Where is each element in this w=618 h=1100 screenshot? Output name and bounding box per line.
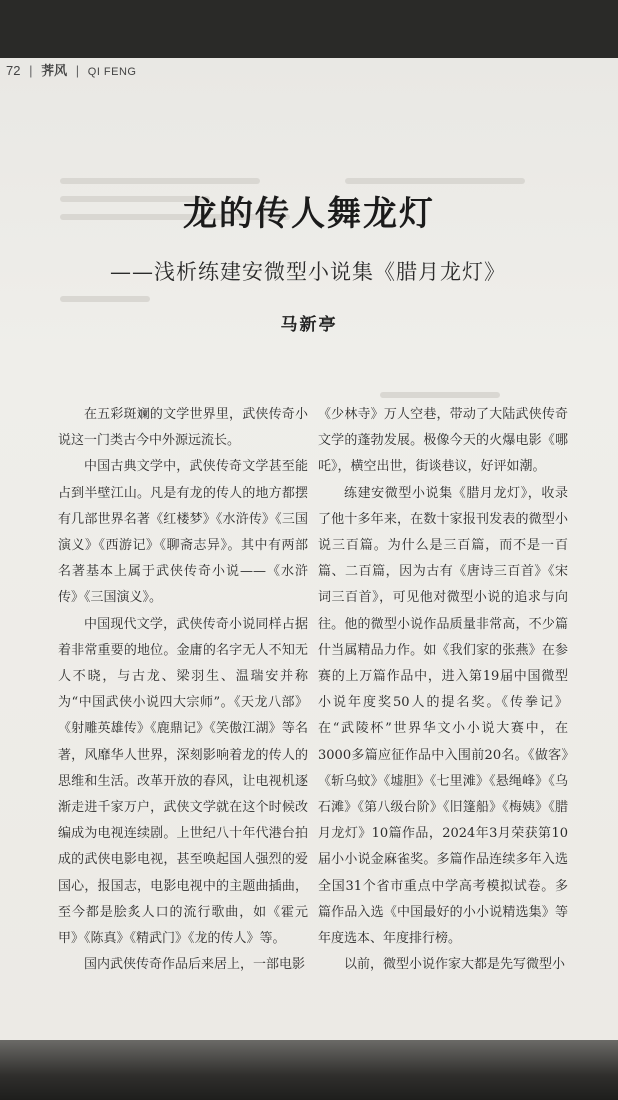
magazine-name: 荠风 — [41, 64, 68, 79]
article-author: 马新亭 — [280, 315, 338, 335]
paragraph: 中国古典文学中，武侠传奇文学甚至能占到半壁江山。凡是有龙的传人的地方都摆有几部世界名著《红楼梦》《水浒传》《三国演义》《西游记》《聊斋志异》。其中有两部名著基本上属于武侠传奇小说——《水浒传》《三国演义》。 — [58, 459, 308, 606]
header-separator: | — [75, 63, 80, 78]
paragraph: 练建安微型小说集《腊月龙灯》，收录了他十多年来，在数十家报刊发表的微型小说三百篇。为什么是三百篇，而不是一百篇、二百篇，因为古有《唐诗三百首》《宋词三百首》，可见他对微型小说的追求与向往。他的微型小说作品质量非常高，不少篇什当属精品力作。如《我们家的张燕》在参赛的上万篇作品中，进入第19届中国微型小说年度奖50人的提名奖。《传拳记》在“武陵杯”世界华文小小说大赛中，在3000多篇应征作品中入围前20名。《做客》《斩乌蚊》《墟胆》《七里滩》《悬绳峰》《乌石滩》《第八级台阶》《旧篷船》《梅姨》《腊月龙灯》10篇作品，2024年3月荣获第10届小小说金麻雀奖。多篇作品连续多年入选全国31个省市重点中学高考模拟试卷。多篇作品入选《中国最好的小小说精选集》等年度选本、年度排行榜。 — [318, 485, 568, 947]
header-separator: | — [29, 63, 33, 78]
bleed-through-text — [345, 178, 525, 184]
paragraph: 以前，微型小说作家大都是先写微型小 — [344, 957, 566, 973]
left-column — [58, 402, 308, 978]
page-edge-shadow — [0, 1040, 618, 1100]
page-header — [6, 60, 137, 79]
paragraph: 中国现代文学，武侠传奇小说同样占据着非常重要的地位。金庸的名字无人不知无人不晓，与古龙、梁羽生、温瑞安并称为“中国武侠小说四大宗师”。《天龙八部》《射雕英雄传》《鹿鼎记》《笑傲江湖》等名著，风靡华人世界，深刻影响着龙的传人的思维和生活。改革开放的春风，让电视机逐渐走进千家万户，武侠文学就在这个时候改编成为电视连续剧。上世纪八十年代港台拍成的武侠电影电视，甚至唤起国人强烈的爱国心，报国志，电影电视中的主题曲插曲，至今都是脍炙人口的流行歌曲，如《霍元甲》《陈真》《精武门》《龙的传人》等。 — [58, 616, 308, 947]
bleed-through-text — [380, 392, 500, 398]
article-title: 龙的传人舞龙灯 — [183, 194, 435, 234]
article-subtitle: ——浅析练建安微型小说集《腊月龙灯》 — [110, 260, 506, 284]
bleed-through-text — [60, 296, 150, 302]
paragraph: 国内武侠传奇作品后来居上，一部电影 — [84, 957, 306, 973]
right-column — [318, 402, 568, 978]
paragraph: 在五彩斑斓的文学世界里，武侠传奇小说这一门类古今中外源远流长。 — [58, 407, 308, 449]
page-number: 72 — [6, 63, 21, 78]
magazine-name-en: QI FENG — [87, 66, 137, 78]
bleed-through-text — [60, 178, 260, 184]
paragraph: 《少林寺》万人空巷，带动了大陆武侠传奇文学的蓬勃发展。极像今天的火爆电影《哪吒》，横空出世，街谈巷议，好评如潮。 — [318, 407, 568, 475]
